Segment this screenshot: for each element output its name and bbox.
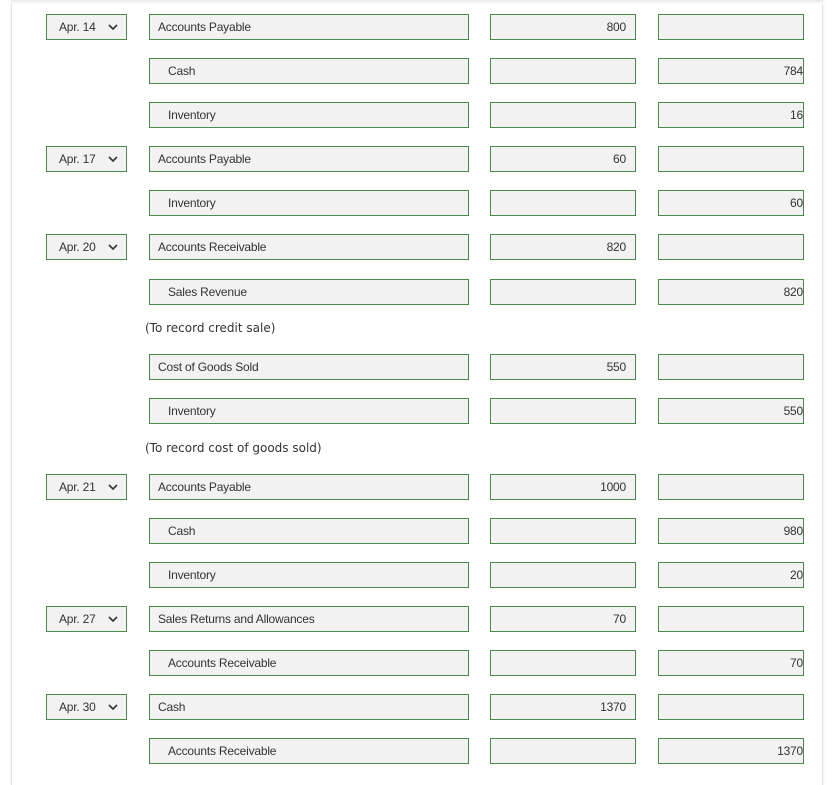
date-select-apr-20[interactable] <box>46 234 127 260</box>
entry-note-cogs: (To record cost of goods sold) <box>145 441 322 455</box>
account-field[interactable]: Cost of Goods Sold <box>149 354 469 380</box>
credit-field[interactable]: 60 <box>658 190 804 216</box>
entry-note-credit-sale: (To record credit sale) <box>145 321 276 335</box>
credit-field[interactable] <box>658 474 804 500</box>
account-field[interactable]: Accounts Payable <box>149 146 469 172</box>
debit-field[interactable] <box>490 738 636 764</box>
credit-field[interactable] <box>658 606 804 632</box>
date-select-value: Apr. 30 <box>59 700 96 714</box>
debit-field[interactable]: 1000 <box>490 474 636 500</box>
credit-field[interactable] <box>658 234 804 260</box>
debit-field[interactable]: 550 <box>490 354 636 380</box>
credit-field[interactable]: 784 <box>658 58 804 84</box>
debit-field[interactable] <box>490 102 636 128</box>
credit-field[interactable]: 16 <box>658 102 804 128</box>
account-field[interactable]: Sales Revenue <box>149 279 469 305</box>
debit-field[interactable]: 800 <box>490 14 636 40</box>
credit-field[interactable] <box>658 694 804 720</box>
account-field[interactable]: Cash <box>149 518 469 544</box>
date-select-apr-14[interactable] <box>46 14 127 40</box>
account-field[interactable]: Accounts Receivable <box>149 738 469 764</box>
debit-field[interactable] <box>490 58 636 84</box>
account-field[interactable]: Accounts Receivable <box>149 234 469 260</box>
date-select-value: Apr. 21 <box>59 480 96 494</box>
date-select-value: Apr. 27 <box>59 612 96 626</box>
debit-field[interactable] <box>490 650 636 676</box>
chevron-down-icon <box>108 155 118 163</box>
account-field[interactable]: Inventory <box>149 562 469 588</box>
debit-field[interactable]: 820 <box>490 234 636 260</box>
account-field[interactable]: Cash <box>149 694 469 720</box>
debit-field[interactable]: 70 <box>490 606 636 632</box>
credit-field[interactable]: 70 <box>658 650 804 676</box>
debit-field[interactable]: 60 <box>490 146 636 172</box>
date-select-value: Apr. 17 <box>59 152 96 166</box>
debit-field[interactable] <box>490 279 636 305</box>
credit-field[interactable] <box>658 354 804 380</box>
debit-field[interactable] <box>490 398 636 424</box>
chevron-down-icon <box>108 243 118 251</box>
date-select-apr-21[interactable] <box>46 474 127 500</box>
date-select-apr-17[interactable] <box>46 146 127 172</box>
credit-field[interactable]: 980 <box>658 518 804 544</box>
account-field[interactable]: Accounts Payable <box>149 14 469 40</box>
date-select-apr-30[interactable] <box>46 694 127 720</box>
credit-field[interactable] <box>658 146 804 172</box>
date-select-apr-27[interactable] <box>46 606 127 632</box>
account-field[interactable]: Accounts Payable <box>149 474 469 500</box>
account-field[interactable]: Inventory <box>149 190 469 216</box>
credit-field[interactable] <box>658 14 804 40</box>
chevron-down-icon <box>108 703 118 711</box>
chevron-down-icon <box>108 483 118 491</box>
date-select-value: Apr. 20 <box>59 240 96 254</box>
debit-field[interactable]: 1370 <box>490 694 636 720</box>
account-field[interactable]: Sales Returns and Allowances <box>149 606 469 632</box>
credit-field[interactable]: 550 <box>658 398 804 424</box>
debit-field[interactable] <box>490 518 636 544</box>
chevron-down-icon <box>108 23 118 31</box>
credit-field[interactable]: 1370 <box>658 738 804 764</box>
credit-field[interactable]: 20 <box>658 562 804 588</box>
debit-field[interactable] <box>490 190 636 216</box>
chevron-down-icon <box>108 615 118 623</box>
account-field[interactable]: Cash <box>149 58 469 84</box>
debit-field[interactable] <box>490 562 636 588</box>
credit-field[interactable]: 820 <box>658 279 804 305</box>
account-field[interactable]: Accounts Receivable <box>149 650 469 676</box>
date-select-value: Apr. 14 <box>59 20 96 34</box>
account-field[interactable]: Inventory <box>149 398 469 424</box>
account-field[interactable]: Inventory <box>149 102 469 128</box>
